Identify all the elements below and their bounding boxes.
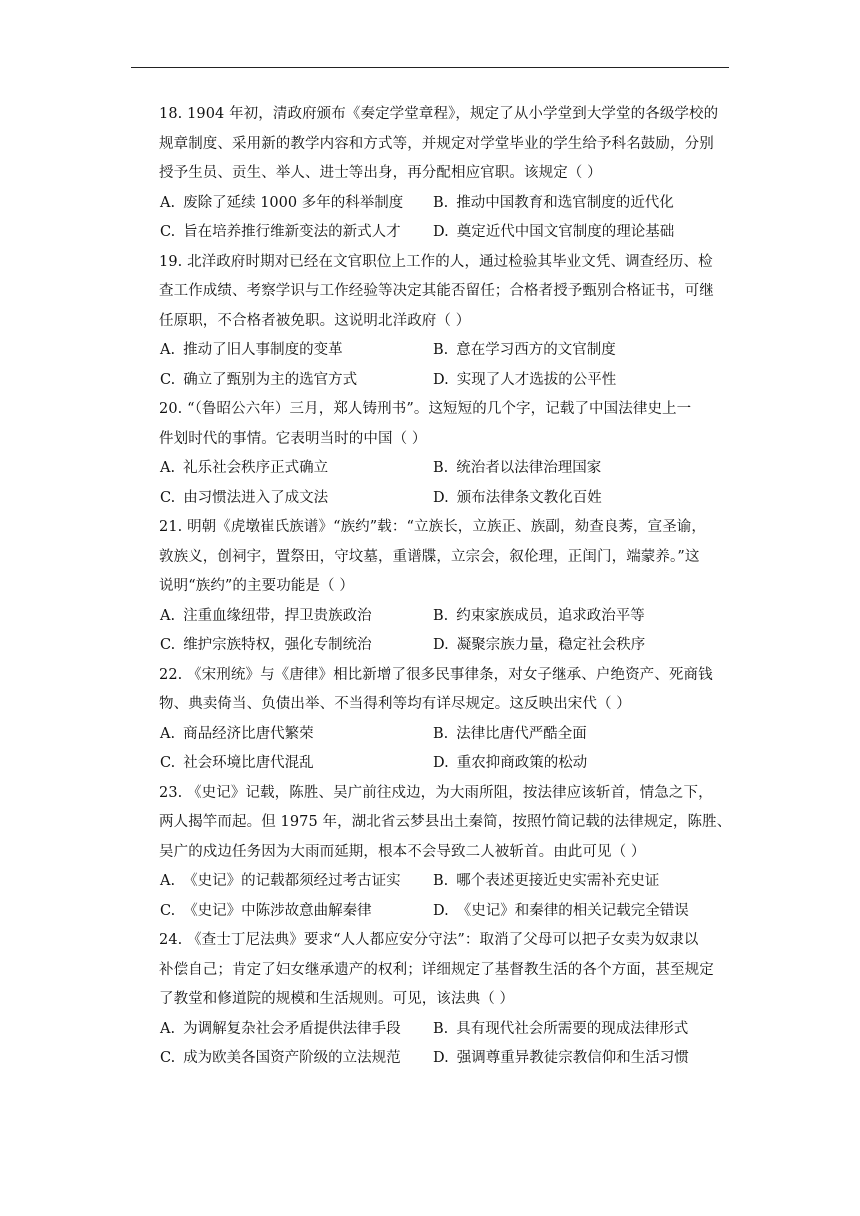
option-text: 社会环境比唐代混乱 (183, 755, 314, 771)
option-text: 重农抑商政策的松动 (456, 755, 588, 771)
answer-option[interactable] (160, 366, 357, 396)
option-letter: C. (160, 755, 176, 771)
question-block (159, 926, 731, 1074)
answer-option[interactable] (433, 484, 602, 514)
option-text: 成为欧美各国资产阶级的立法规范 (183, 1050, 401, 1066)
answer-option[interactable] (433, 366, 616, 396)
options-row (159, 1015, 731, 1045)
option-letter: A. (160, 460, 176, 476)
option-text: 旨在培养推行维新变法的新式人才 (183, 224, 401, 240)
option-text: 推动了旧人事制度的变革 (183, 342, 343, 358)
answer-option[interactable] (433, 749, 587, 779)
option-text: 约束家族成员，追求政治平等 (456, 607, 645, 624)
option-text: 废除了延续 1000 多年的科举制度 (183, 194, 404, 211)
answer-option[interactable] (160, 218, 401, 248)
question-block (159, 779, 731, 927)
option-text: 颁布法律条文教化百姓 (456, 489, 602, 506)
question-stem-line: 20. “（鲁昭公六年）三月，郑人铸刑书”。这短短的几个字，记载了中国法律史上一 (159, 401, 692, 417)
question-block (159, 395, 731, 513)
option-letter: B. (433, 607, 449, 624)
option-text: 奠定近代中国文官制度的理论基础 (456, 224, 675, 240)
option-text: 注重血缘纽带，捍卫贵族政治 (183, 607, 372, 624)
question-stem-line: 了教堂和修道院的规模和生活规则。可见，该法典（ ） (159, 991, 515, 1007)
question-stem-line: 23. 《史记》记载，陈胜、吴广前往戍边，为大雨所阻，按法律应该斩首，情急之下， (159, 784, 713, 801)
option-letter: C. (160, 902, 176, 919)
options-row (159, 484, 731, 514)
answer-option[interactable] (160, 631, 372, 661)
options-row (159, 366, 731, 396)
options-row (159, 631, 731, 661)
options-row (159, 602, 731, 632)
option-text: 统治者以法律治理国家 (456, 460, 602, 476)
answer-option[interactable] (160, 749, 314, 779)
question-stem-line: 查工作成绩、考察学识与工作经验等决定其能否留任；合格者授予甄别合格证书，可继 (159, 283, 714, 299)
answer-option[interactable] (160, 189, 403, 219)
option-text: 商品经济比唐代繁荣 (183, 725, 314, 742)
question-stem-line: 敦族义，创祠宇，置祭田，守坟墓，重谱牒，立宗会，叙伦理，正闺门，端蒙养。”这 (159, 548, 700, 565)
question-block (159, 100, 731, 248)
answer-option[interactable] (160, 1015, 401, 1045)
answer-option[interactable] (433, 336, 616, 366)
question-stem-line: 件划时代的事情。它表明当时的中国（ ） (159, 430, 427, 447)
options-row (159, 1044, 731, 1074)
option-letter: B. (433, 342, 449, 358)
option-letter: C. (160, 1050, 176, 1066)
option-letter: D. (433, 489, 449, 506)
option-text: 具有现代社会所需要的现成法律形式 (456, 1020, 689, 1037)
option-letter: C. (160, 224, 176, 240)
question-stem-line: 22. 《宋刑统》与《唐律》相比新增了很多民事律条，对女子继承、户绝资产、死商钱 (159, 666, 713, 683)
option-letter: D. (433, 224, 449, 240)
answer-option[interactable] (160, 602, 372, 632)
question-block (159, 661, 731, 779)
option-text: 法律比唐代严酷全面 (456, 725, 587, 742)
option-letter: C. (160, 637, 176, 653)
option-text: 哪个表述更接近史实需补充史证 (456, 873, 660, 889)
question-list (159, 100, 731, 1074)
option-letter: A. (160, 342, 176, 358)
option-letter: D. (433, 371, 449, 388)
option-letter: A. (160, 194, 176, 211)
question-stem-line: 任原职，不合格者被免职。这说明北洋政府（ ） (159, 312, 471, 329)
option-letter: C. (160, 489, 176, 506)
question-stem-line: 19. 北洋政府时期对已经在文官职位上工作的人，通过检验其毕业文凭、调查经历、检 (159, 253, 713, 270)
option-letter: C. (160, 371, 176, 388)
question-stem-line: 18. 1904 年初，清政府颁布《奏定学堂章程》，规定了从小学堂到大学堂的各级学校的 (159, 106, 719, 122)
options-row (159, 189, 731, 219)
answer-option[interactable] (433, 602, 645, 632)
question-stem-line: 补偿自己；肯定了妇女继承遗产的权利；详细规定了基督教生活的各个方面，甚至规定 (159, 961, 714, 978)
option-letter: A. (160, 1020, 176, 1037)
question-stem-line: 21. 明朝《虎墩崔氏族谱》“族约”载：“立族长，立族正、族副，劾查良莠，宣圣谕， (159, 519, 707, 535)
answer-option[interactable] (433, 454, 601, 484)
option-letter: B. (433, 725, 449, 742)
answer-option[interactable] (433, 1044, 689, 1074)
answer-option[interactable] (433, 631, 645, 661)
option-text: 意在学习西方的文官制度 (456, 342, 616, 358)
answer-option[interactable] (433, 720, 587, 750)
answer-option[interactable] (160, 1044, 401, 1074)
option-text: 凝聚宗族力量，稳定社会秩序 (456, 637, 646, 653)
options-row (159, 720, 731, 750)
option-text: 实现了人才选拔的公平性 (456, 371, 617, 388)
option-text: 由习惯法进入了成文法 (183, 489, 329, 506)
question-stem-line: 说明“族约”的主要功能是（ ） (159, 578, 354, 594)
option-text: 《史记》中陈涉故意曲解秦律 (183, 902, 372, 919)
question-stem-line: 24. 《查士丁尼法典》要求“人人都应安分守法”：取消了父母可以把子女卖为奴隶以 (159, 932, 699, 948)
options-row (159, 749, 731, 779)
options-row (159, 897, 731, 927)
answer-option[interactable] (433, 189, 674, 219)
option-text: 《史记》的记载都须经过考古证实 (183, 873, 401, 889)
question-stem-line: 授予生员、贡生、举人、进士等出身，再分配相应官职。该规定（ ） (159, 165, 602, 181)
answer-option[interactable] (160, 484, 328, 514)
option-letter: A. (160, 873, 176, 889)
answer-option[interactable] (433, 218, 674, 248)
options-row (159, 336, 731, 366)
option-text: 《史记》和秦律的相关记载完全错误 (456, 902, 689, 919)
question-stem-line: 吴广的戍边任务因为大雨而延期，根本不会导致二人被斩首。由此可见（ ） (159, 843, 646, 860)
option-letter: D. (433, 755, 449, 771)
option-text: 推动中国教育和选官制度的近代化 (456, 194, 674, 211)
question-block (159, 248, 731, 396)
option-letter: D. (433, 902, 449, 919)
options-row (159, 218, 731, 248)
option-text: 维护宗族特权，强化专制统治 (183, 637, 372, 653)
option-text: 为调解复杂社会矛盾提供法律手段 (183, 1020, 401, 1037)
option-text: 礼乐社会秩序正式确立 (183, 460, 329, 476)
option-letter: B. (433, 873, 449, 889)
question-stem-line: 规章制度、采用新的教学内容和方式等，并规定对学堂毕业的学生给予科名鼓励，分别 (159, 135, 714, 152)
option-letter: A. (160, 607, 176, 624)
option-text: 强调尊重异教徒宗教信仰和生活习惯 (456, 1050, 689, 1066)
option-letter: A. (160, 725, 176, 742)
question-stem-line: 物、典卖倚当、负债出举、不当得利等均有详尽规定。这反映出宋代（ ） (159, 696, 631, 712)
answer-option[interactable] (433, 867, 659, 897)
answer-option[interactable] (160, 454, 328, 484)
question-stem-line: 两人揭竿而起。但 1975 年，湖北省云梦县出土秦简，按照竹简记载的法律规定，陈胜、 (159, 814, 731, 830)
header-rule (131, 67, 729, 68)
option-letter: B. (433, 194, 449, 211)
question-block (159, 513, 731, 661)
answer-option[interactable] (433, 897, 689, 927)
options-row (159, 454, 731, 484)
option-letter: D. (433, 1050, 449, 1066)
option-text: 确立了甄别为主的选官方式 (183, 371, 358, 388)
answer-option[interactable] (160, 336, 343, 366)
answer-option[interactable] (160, 897, 372, 927)
options-row (159, 867, 731, 897)
option-letter: B. (433, 1020, 449, 1037)
answer-option[interactable] (160, 867, 401, 897)
answer-option[interactable] (160, 720, 314, 750)
answer-option[interactable] (433, 1015, 688, 1045)
option-letter: D. (433, 637, 449, 653)
option-letter: B. (433, 460, 449, 476)
